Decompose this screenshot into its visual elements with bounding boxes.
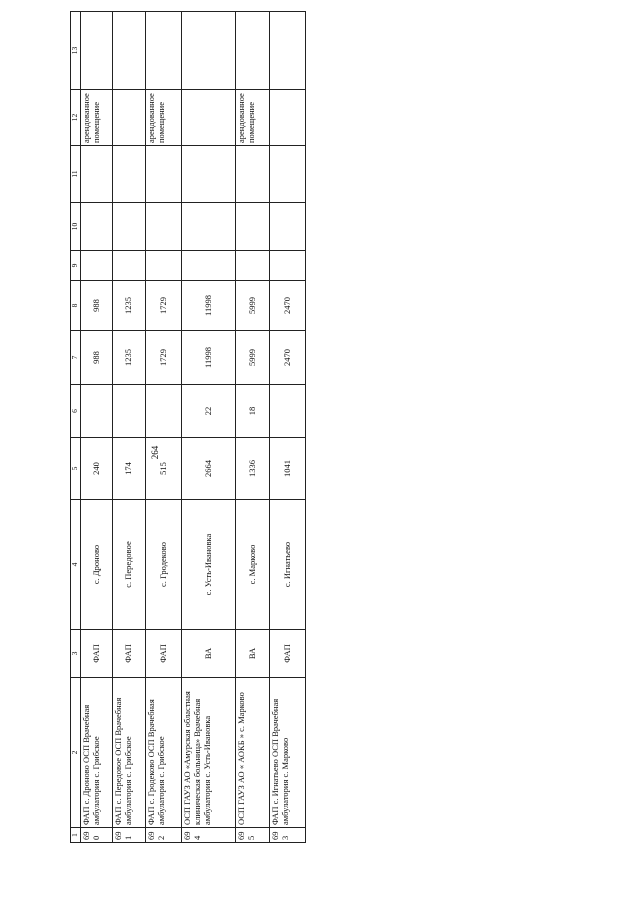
table-cell: [146, 385, 182, 438]
table-cell: 22: [182, 385, 236, 438]
settlement: с. Игнатьево: [270, 500, 306, 630]
table-cell: 1729: [146, 331, 182, 385]
table-cell: [146, 12, 182, 90]
table-cell: [146, 203, 182, 251]
table-cell: 2664: [182, 438, 236, 500]
table-cell: [113, 12, 146, 90]
col-header: 7: [71, 331, 81, 385]
settlement: с. Дроново: [81, 500, 113, 630]
facilities-table: [70, 11, 306, 843]
row-number: 693: [270, 828, 306, 843]
premises-note: [270, 90, 306, 146]
row-number: 692: [146, 828, 182, 843]
settlement: с. Усть-Ивановка: [182, 500, 236, 630]
table-cell: [81, 385, 113, 438]
table-cell: 11998: [182, 281, 236, 331]
table-cell: [81, 251, 113, 281]
table-cell: [113, 251, 146, 281]
facility-type: ВА: [182, 630, 236, 678]
table-cell: [270, 203, 306, 251]
col-header: 11: [71, 146, 81, 203]
table-cell: 515: [146, 438, 182, 500]
facility-name: ОСП ГАУЗ АО «Амурская областная клиническая больница» Врачебная амбулатория с. Усть-Ивановка: [182, 678, 236, 828]
table-cell: [81, 146, 113, 203]
table-cell: [113, 203, 146, 251]
table-row: [113, 12, 146, 843]
premises-note: арендованное помещение: [146, 90, 182, 146]
table-cell: 18: [236, 385, 270, 438]
row-number: 694: [182, 828, 236, 843]
table-cell: 5999: [236, 331, 270, 385]
table-cell: [236, 146, 270, 203]
facility-type: ФАП: [270, 630, 306, 678]
col-header: 8: [71, 281, 81, 331]
header-row: [71, 12, 81, 843]
facility-name: ФАП с. Дроново ОСП Врачебная амбулатория с. Грибское: [81, 678, 113, 828]
table-cell: [146, 146, 182, 203]
col-header: 4: [71, 500, 81, 630]
premises-note: [182, 90, 236, 146]
table-cell: [270, 385, 306, 438]
table-cell: [270, 146, 306, 203]
table-cell: 11998: [182, 331, 236, 385]
table-cell: [113, 385, 146, 438]
col-header: 6: [71, 385, 81, 438]
row-number: 690: [81, 828, 113, 843]
row-number: 691: [113, 828, 146, 843]
premises-note: [113, 90, 146, 146]
col-header: 12: [71, 90, 81, 146]
table-cell: [81, 12, 113, 90]
premises-note: арендованное помещение: [236, 90, 270, 146]
facility-name: ФАП с. Передовое ОСП Врачебная амбулатория с. Грибское: [113, 678, 146, 828]
table-cell: 1041: [270, 438, 306, 500]
facility-name: ФАП с. Гродеково ОСП Врачебная амбулатория с. Грибское: [146, 678, 182, 828]
settlement: с. Передовое: [113, 500, 146, 630]
page-number: 264: [150, 445, 160, 460]
table-cell: 1235: [113, 281, 146, 331]
facility-type: ВА: [236, 630, 270, 678]
table-row: [81, 12, 113, 843]
table-cell: [113, 146, 146, 203]
col-header: 9: [71, 251, 81, 281]
table-cell: [81, 203, 113, 251]
table-cell: 240: [81, 438, 113, 500]
table-cell: [270, 251, 306, 281]
table-cell: 1729: [146, 281, 182, 331]
table-cell: 2470: [270, 281, 306, 331]
table-cell: [236, 251, 270, 281]
facility-name: ОСП ГАУЗ АО « АОКБ » с. Марково: [236, 678, 270, 828]
facility-type: ФАП: [146, 630, 182, 678]
col-header: 1: [71, 828, 81, 843]
facility-name: ФАП с. Игнатьево ОСП Врачебная амбулатория с. Марково: [270, 678, 306, 828]
table-row: [270, 12, 306, 843]
col-header: 10: [71, 203, 81, 251]
table-cell: 988: [81, 331, 113, 385]
premises-note: арендованное помещение: [81, 90, 113, 146]
settlement: с. Гродеково: [146, 500, 182, 630]
facility-type: ФАП: [81, 630, 113, 678]
table-cell: [236, 12, 270, 90]
table-cell: 2470: [270, 331, 306, 385]
col-header: 5: [71, 438, 81, 500]
table-row: [236, 12, 270, 843]
col-header: 13: [71, 12, 81, 90]
table-cell: [182, 146, 236, 203]
facility-type: ФАП: [113, 630, 146, 678]
table-row: [146, 12, 182, 843]
col-header: 3: [71, 630, 81, 678]
table-cell: [182, 251, 236, 281]
table-cell: [236, 203, 270, 251]
table-cell: 1336: [236, 438, 270, 500]
table-cell: [182, 12, 236, 90]
table-cell: [270, 12, 306, 90]
table-cell: 1235: [113, 331, 146, 385]
table-cell: 988: [81, 281, 113, 331]
table-cell: [146, 251, 182, 281]
settlement: с. Марково: [236, 500, 270, 630]
col-header: 2: [71, 678, 81, 828]
row-number: 695: [236, 828, 270, 843]
table-frame: [70, 46, 305, 843]
table-cell: 5999: [236, 281, 270, 331]
table-row: [182, 12, 236, 843]
table-cell: 174: [113, 438, 146, 500]
table-cell: [182, 203, 236, 251]
